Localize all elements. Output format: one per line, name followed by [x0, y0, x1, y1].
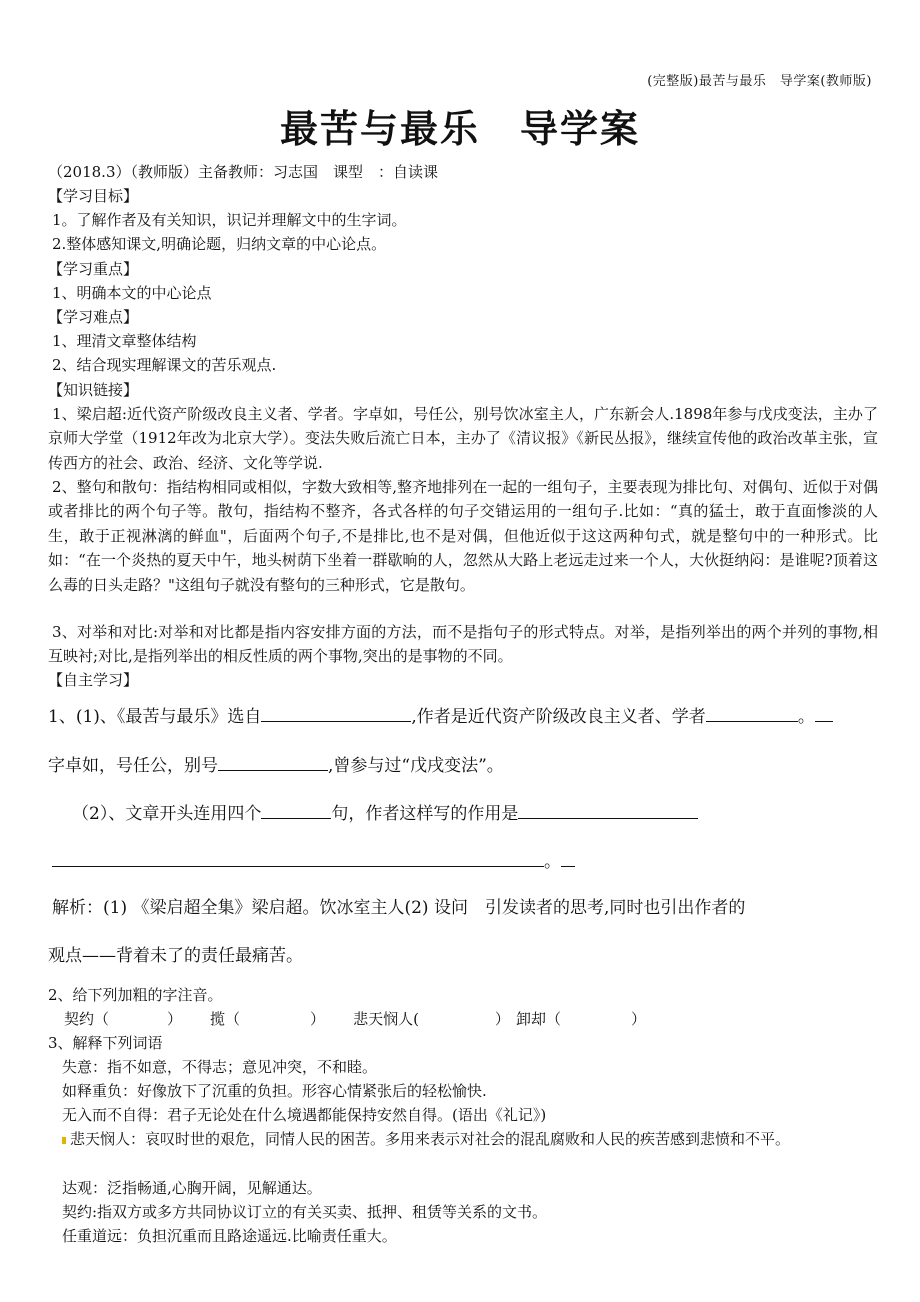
underline	[561, 848, 575, 867]
difficulty-heading: 【学习难点】	[48, 308, 139, 326]
self-study-heading: 【自主学习】	[48, 671, 139, 689]
answer-blank[interactable]	[261, 800, 331, 819]
term-definition: 任重道远：负担沉重而且路途遥远.比喻责任重大。	[62, 1227, 397, 1245]
question-1-line-1: 1、(1)、《最苦与最乐》选自 ,作者是近代资产阶级改良主义者、学者 。	[48, 703, 833, 729]
highlight-mark	[62, 1137, 66, 1144]
page-title: 最苦与最乐 导学案	[279, 107, 640, 151]
answer-blank[interactable]	[52, 848, 544, 867]
knowledge-heading: 【知识链接】	[48, 381, 139, 399]
goal-item: 1。了解作者及有关知识，识记并理解文中的生字词。	[52, 211, 407, 229]
pinyin-row: 契约（ ） 揽（ ） 悲天悯人( ） 卸却（ ）	[64, 1010, 646, 1028]
term-definition: 契约:指双方或多方共同协议订立的有关买卖、抵押、租赁等关系的文书。	[62, 1203, 548, 1221]
term-definition: 如释重负：好像放下了沉重的负担。形容心情紧张后的轻松愉快.	[62, 1082, 487, 1100]
answer-blank[interactable]	[218, 752, 328, 771]
term-definition: 失意：指不如意，不得志；意见冲突，不和睦。	[62, 1058, 378, 1076]
answer-blank[interactable]	[518, 800, 698, 819]
question-2-line-2: 。	[52, 848, 575, 874]
meta-line: （2018.3）（教师版）主备教师：习志国 课型 ：自读课	[48, 163, 438, 181]
goal-item: 2.整体感知课文,明确论题，归纳文章的中心论点。	[52, 235, 387, 253]
knowledge-para-2: 2、整句和散句：指结构相同或相似，字数大致相等,整齐地排列在一起的一组句子，主要表现为排比句、对偶句、近似于对偶或者排比的两个句子等。散句，指结构不整齐，各式各样的句子交错运用的一组句子.比如：“真的猛士，敢于直面惨淡的人生，敢于正视淋漓的鲜血"，后面两个句子,不是排比,也不是对偶，但他近似于这这两种句式，就是整句中的一种形式。比如：“在一个炎热的夏天中午，地头树荫下坐着一群歇晌的人，忽然从大路上老远走过来一个人，大伙挺纳闷：是谁呢?顶着这么毒的日头走路？"这组句子就没有整句的三种形式，它是散句。	[48, 478, 878, 594]
question-3-heading: 2、给下列加粗的字注音。	[48, 986, 223, 1004]
underline	[815, 703, 833, 722]
knowledge-para-3: 3、对举和对比:对举和对比都是指内容安排方面的方法，而不是指句子的形式特点。对举，是指列举出的两个并列的事物,相互映衬;对比,是指列举出的相反性质的两个事物,突出的是事物的不同。	[48, 623, 878, 666]
term-definition: 无入而不自得：君子无论处在什么境遇都能保持安然自得。(语出《礼记》)	[62, 1106, 547, 1124]
focus-item: 1、明确本文的中心论点	[52, 284, 212, 302]
difficulty-item: 2、结合现实理解课文的苦乐观点.	[52, 356, 277, 374]
answer-blank[interactable]	[706, 703, 798, 722]
goals-heading: 【学习目标】	[48, 187, 139, 205]
term-definition: 达观：泛指畅通,心胸开阔，见解通达。	[62, 1179, 322, 1197]
answer-line-1: 解析：(1) 《梁启超全集》梁启超。饮冰室主人(2) 设问 引发读者的思考,同时也引出作者的	[52, 898, 746, 918]
answer-blank[interactable]	[261, 703, 411, 722]
term-definition: 悲天悯人：哀叹时世的艰危，同情人民的困苦。多用来表示对社会的混乱腐败和人民的疾苦感到悲愤和不平。	[48, 1127, 880, 1151]
knowledge-para-1: 1、梁启超:近代资产阶级改良主义者、学者。字卓如，号任公，别号饮冰室主人，广东新会人.1898年参与戊戌变法，主办了京师大学堂（1912年改为北京大学）。变法失败后流亡日本，主办了《清议报》《新民丛报》，继续宣传他的政治改革主张，宣传西方的社会、政治、经济、文化等学说.	[48, 405, 878, 472]
answer-line-2: 观点——背着未了的责任最痛苦。	[48, 946, 303, 966]
page-header: (完整版)最苦与最乐 导学案(教师版)	[647, 74, 872, 89]
question-1-line-2: 字卓如，号任公，别号 ,曾参与过“戊戌变法”。	[48, 752, 504, 778]
focus-heading: 【学习重点】	[48, 260, 139, 278]
question-2-line-1: （2）、文章开头连用四个 句，作者这样写的作用是	[72, 800, 698, 826]
question-4-heading: 3、解释下列词语	[48, 1034, 163, 1052]
difficulty-item: 1、理清文章整体结构	[52, 332, 197, 350]
